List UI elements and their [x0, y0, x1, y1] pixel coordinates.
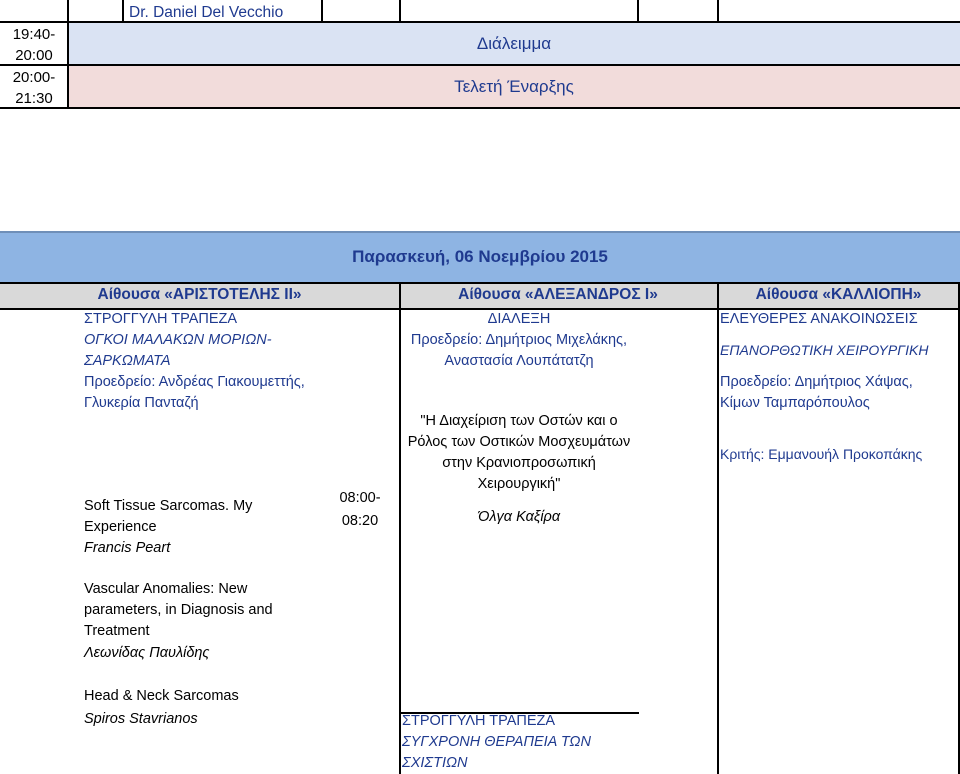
talk-2-title: Vascular Anomalies: New parameters, in Diagnosis and Treatment — [84, 581, 273, 639]
talk-3-speaker: Spiros Stavrianos — [84, 711, 198, 727]
day-header — [0, 231, 960, 282]
col1-type: ΣΤΡΟΓΓΥΛΗ ΤΡΑΠΕΖΑ — [84, 311, 238, 327]
talk-1-title: Soft Tissue Sarcomas. My Experience — [84, 498, 253, 535]
talk-3-title: Head & Neck Sarcomas — [84, 688, 239, 704]
event-pause: Διάλειμμα — [476, 34, 552, 53]
time-0800-0820: 08:00- 08:20 — [339, 490, 381, 529]
time-ceremony: 20:00- 21:30 — [12, 69, 56, 107]
col3-title: ΕΠΑΝΟΡΘΩΤΙΚΗ ΧΕΙΡΟΥΡΓΙΚΗ — [720, 342, 929, 358]
col1-title: ΟΓΚΟΙ ΜΑΛΑΚΩΝ ΜΟΡΙΩΝ- ΣΑΡΚΩΜΑΤΑ — [84, 332, 272, 369]
col2-speaker: Όλγα Καξίρα — [477, 509, 561, 525]
time-pause: 19:40- 20:00 — [12, 26, 56, 64]
event-ceremony: Τελετή Έναρξης — [454, 77, 574, 96]
col2-lecture: "Η Διαχείριση των Οστών και ο Ρόλος των Οστικών Μοσχευμάτων στην Κρανιοπροσωπική Χειρουργική" — [407, 413, 631, 492]
col2-next-title: ΣΥΓΧΡΟΝΗ ΘΕΡΑΠΕΙΑ ΤΩΝ ΣΧΙΣΤΙΩΝ — [402, 734, 591, 771]
col3-chair: Προεδρείο: Δημήτριος Χάψας, Κίμων Ταμπαρόπουλος — [720, 374, 913, 411]
col2-chair: Προεδρείο: Δημήτριος Μιχελάκης, Αναστασία Λουπάτατζη — [410, 332, 628, 369]
room-kalliopi: Αίθουσα «ΚΑΛΛΙΟΠΗ» — [755, 286, 922, 303]
room-aristotelis: Αίθουσα «ΑΡΙΣΤΟΤΕΛΗΣ ΙΙ» — [97, 286, 302, 303]
col3-judge: Κριτής: Εμμανουήλ Προκοπάκης — [720, 446, 923, 462]
talk-2-speaker: Λεωνίδας Παυλίδης — [84, 645, 210, 661]
col3-type: ΕΛΕΥΘΕΡΕΣ ΑΝΑΚΟΙΝΩΣΕΙΣ — [720, 311, 918, 327]
day-header-text: Παρασκευή, 06 Νοεμβρίου 2015 — [352, 247, 608, 266]
col2-type: ΔΙΑΛΕΞΗ — [487, 311, 551, 327]
speaker-name-top: Dr. Daniel Del Vecchio — [129, 4, 284, 21]
col1-chair: Προεδρείο: Ανδρέας Γιακουμεττής, Γλυκερία Πανταζή — [84, 374, 305, 411]
talk-1-speaker: Francis Peart — [84, 540, 171, 556]
col2-next-type: ΣΤΡΟΓΓΥΛΗ ΤΡΑΠΕΖΑ — [402, 713, 556, 729]
room-alexandros: Αίθουσα «ΑΛΕΞΑΝΔΡΟΣ Ι» — [458, 286, 658, 303]
